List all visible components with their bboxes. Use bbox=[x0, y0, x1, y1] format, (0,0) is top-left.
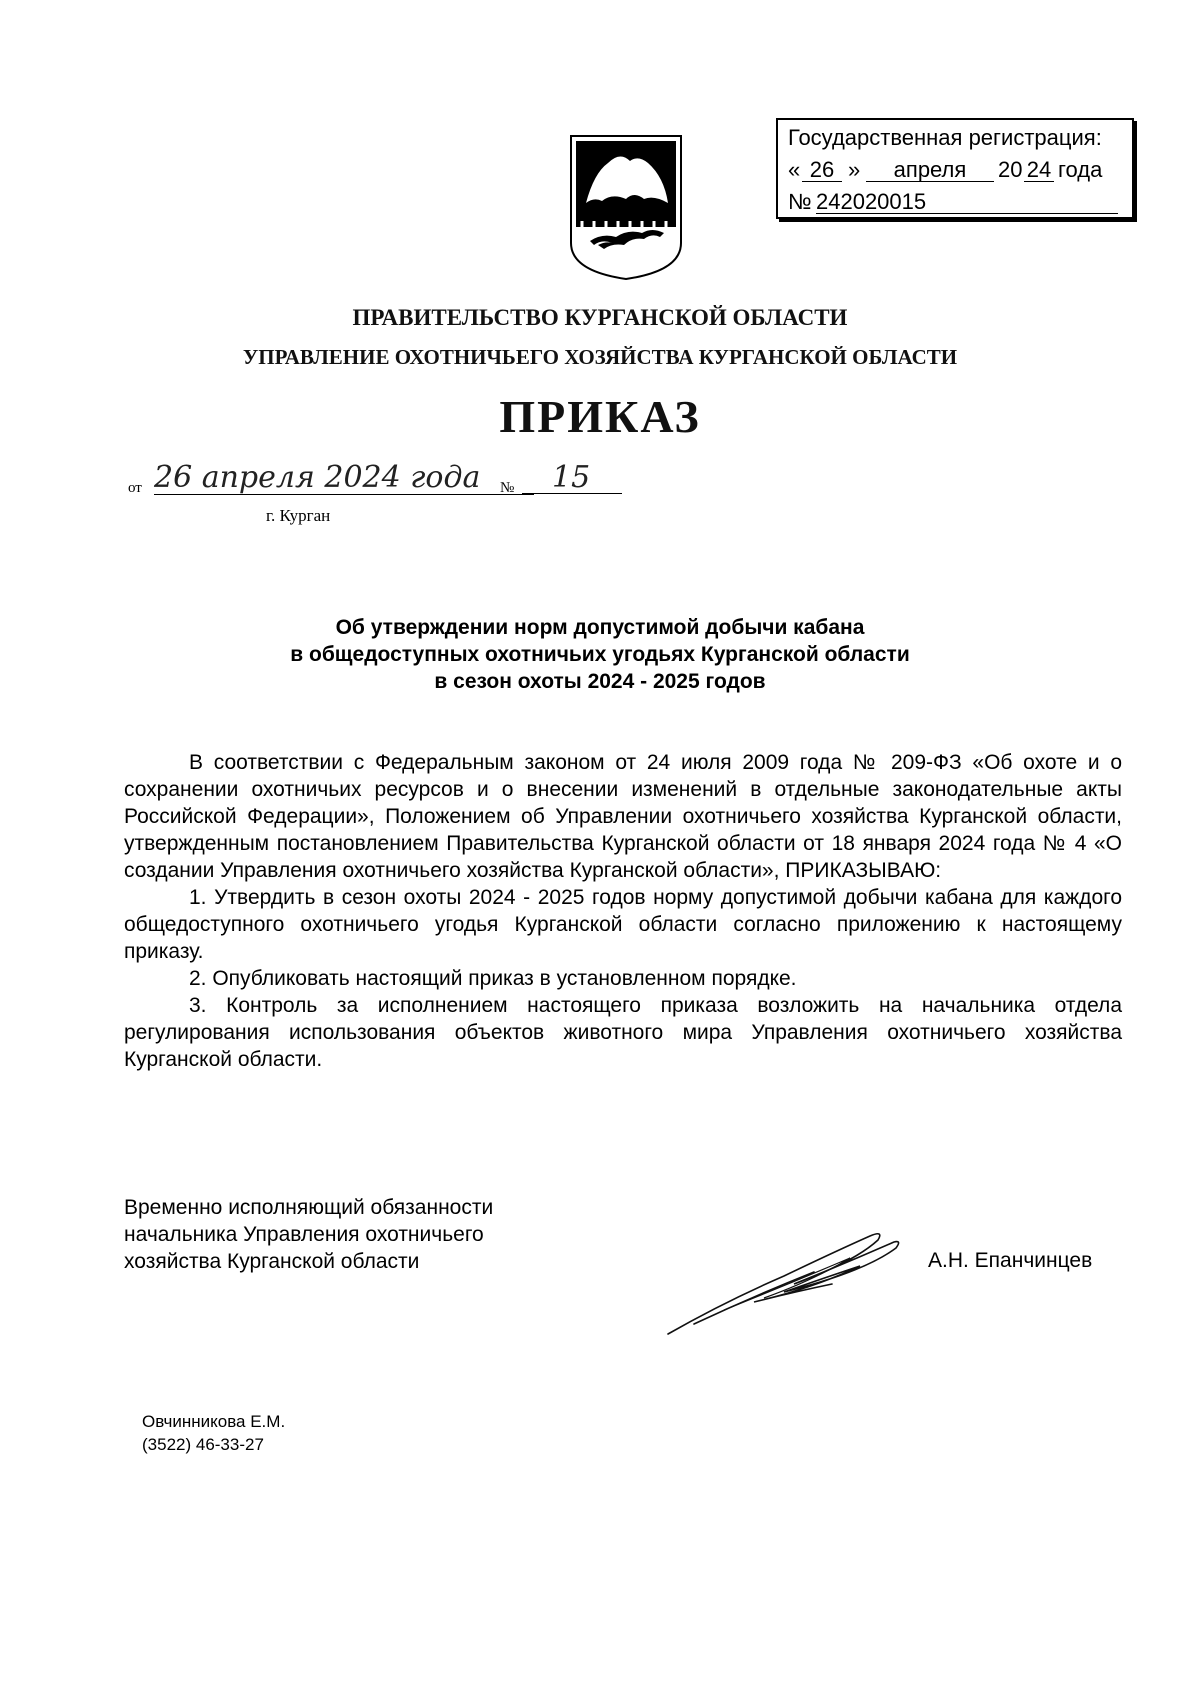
order-title-line: в сезон охоты 2024 - 2025 годов bbox=[434, 670, 766, 693]
signer-position-line: Временно исполняющий обязанности bbox=[124, 1196, 494, 1219]
executor-name: Овчинникова Е.М. bbox=[142, 1412, 286, 1431]
document-type-heading: ПРИКАЗ bbox=[499, 391, 701, 442]
kurgan-coat-of-arms-icon bbox=[568, 133, 684, 281]
signer-position-line: начальника Управления охотничьего bbox=[124, 1223, 484, 1246]
registration-number-row bbox=[788, 187, 1132, 219]
executor-phone: (3522) 46-33-27 bbox=[142, 1435, 264, 1454]
order-number-label: № bbox=[500, 480, 515, 496]
body-paragraph-item-1: 1. Утвердить в сезон охоты 2024 - 2025 годов норму допустимой добычи кабана для каждого общедоступного охотничьего угодья Курганской области согласно приложению к настоящему приказу. bbox=[124, 886, 1122, 963]
registration-stamp bbox=[776, 118, 1134, 219]
date-number-line bbox=[124, 460, 644, 534]
date-from-label: от bbox=[128, 480, 142, 496]
order-title-line: Об утверждении норм допустимой добычи кабана bbox=[335, 616, 865, 639]
signer-position bbox=[124, 1194, 584, 1275]
department-heading: УПРАВЛЕНИЕ ОХОТНИЧЬЕГО ХОЗЯЙСТВА КУРГАНСКОЙ ОБЛАСТИ bbox=[242, 345, 958, 369]
registration-date-row bbox=[788, 155, 1132, 187]
city-label: г. Курган bbox=[266, 506, 331, 525]
handwritten-date: 26 апреля 2024 года bbox=[154, 460, 534, 495]
body-paragraph-item-3: 3. Контроль за исполнением настоящего приказа возложить на начальника отдела регулирования использования объектов животного мира Управления охотничьего хозяйства Курганской области. bbox=[124, 994, 1122, 1071]
handwritten-order-number: 15 bbox=[522, 460, 622, 494]
government-heading: ПРАВИТЕЛЬСТВО КУРГАНСКОЙ ОБЛАСТИ bbox=[352, 305, 848, 330]
registration-close-quote: » bbox=[848, 157, 861, 182]
order-title bbox=[0, 614, 1200, 695]
body-paragraph-preamble: В соответствии с Федеральным законом от 24 июля 2009 года № 209-ФЗ «Об охоте и о сохранении охотничьих ресурсов и о внесении изменений в отдельные законодательные акты Российской Федерации», Положением об Управлении охотничьего хозяйства Курганской области, утвержденным постановлением Правительства Курганской области от 18 января 2024 года № 4 «О создании Управления охотничьего хозяйства Курганской области», ПРИКАЗЫВАЮ: bbox=[124, 751, 1122, 882]
registration-title: Государственная регистрация: bbox=[788, 125, 1102, 150]
registration-day: 26 bbox=[802, 155, 842, 182]
registration-year-word: года bbox=[1058, 157, 1103, 182]
signer-position-line: хозяйства Курганской области bbox=[124, 1250, 420, 1273]
registration-number: 242020015 bbox=[816, 187, 1118, 214]
order-title-line: в общедоступных охотничьих угодьях Курганской области bbox=[290, 643, 910, 666]
registration-year-suffix: 24 bbox=[1024, 155, 1054, 182]
executor-info bbox=[142, 1410, 285, 1456]
body-paragraph-item-2: 2. Опубликовать настоящий приказ в установленном порядке. bbox=[189, 967, 797, 990]
signer-name: А.Н. Епанчинцев bbox=[928, 1249, 1093, 1272]
registration-number-label: № bbox=[788, 189, 812, 214]
order-body bbox=[124, 749, 1122, 1073]
registration-month: апреля bbox=[866, 155, 994, 182]
registration-open-quote: « bbox=[788, 157, 801, 182]
handwritten-signature-icon bbox=[664, 1222, 914, 1342]
registration-year-prefix: 20 bbox=[998, 157, 1023, 182]
